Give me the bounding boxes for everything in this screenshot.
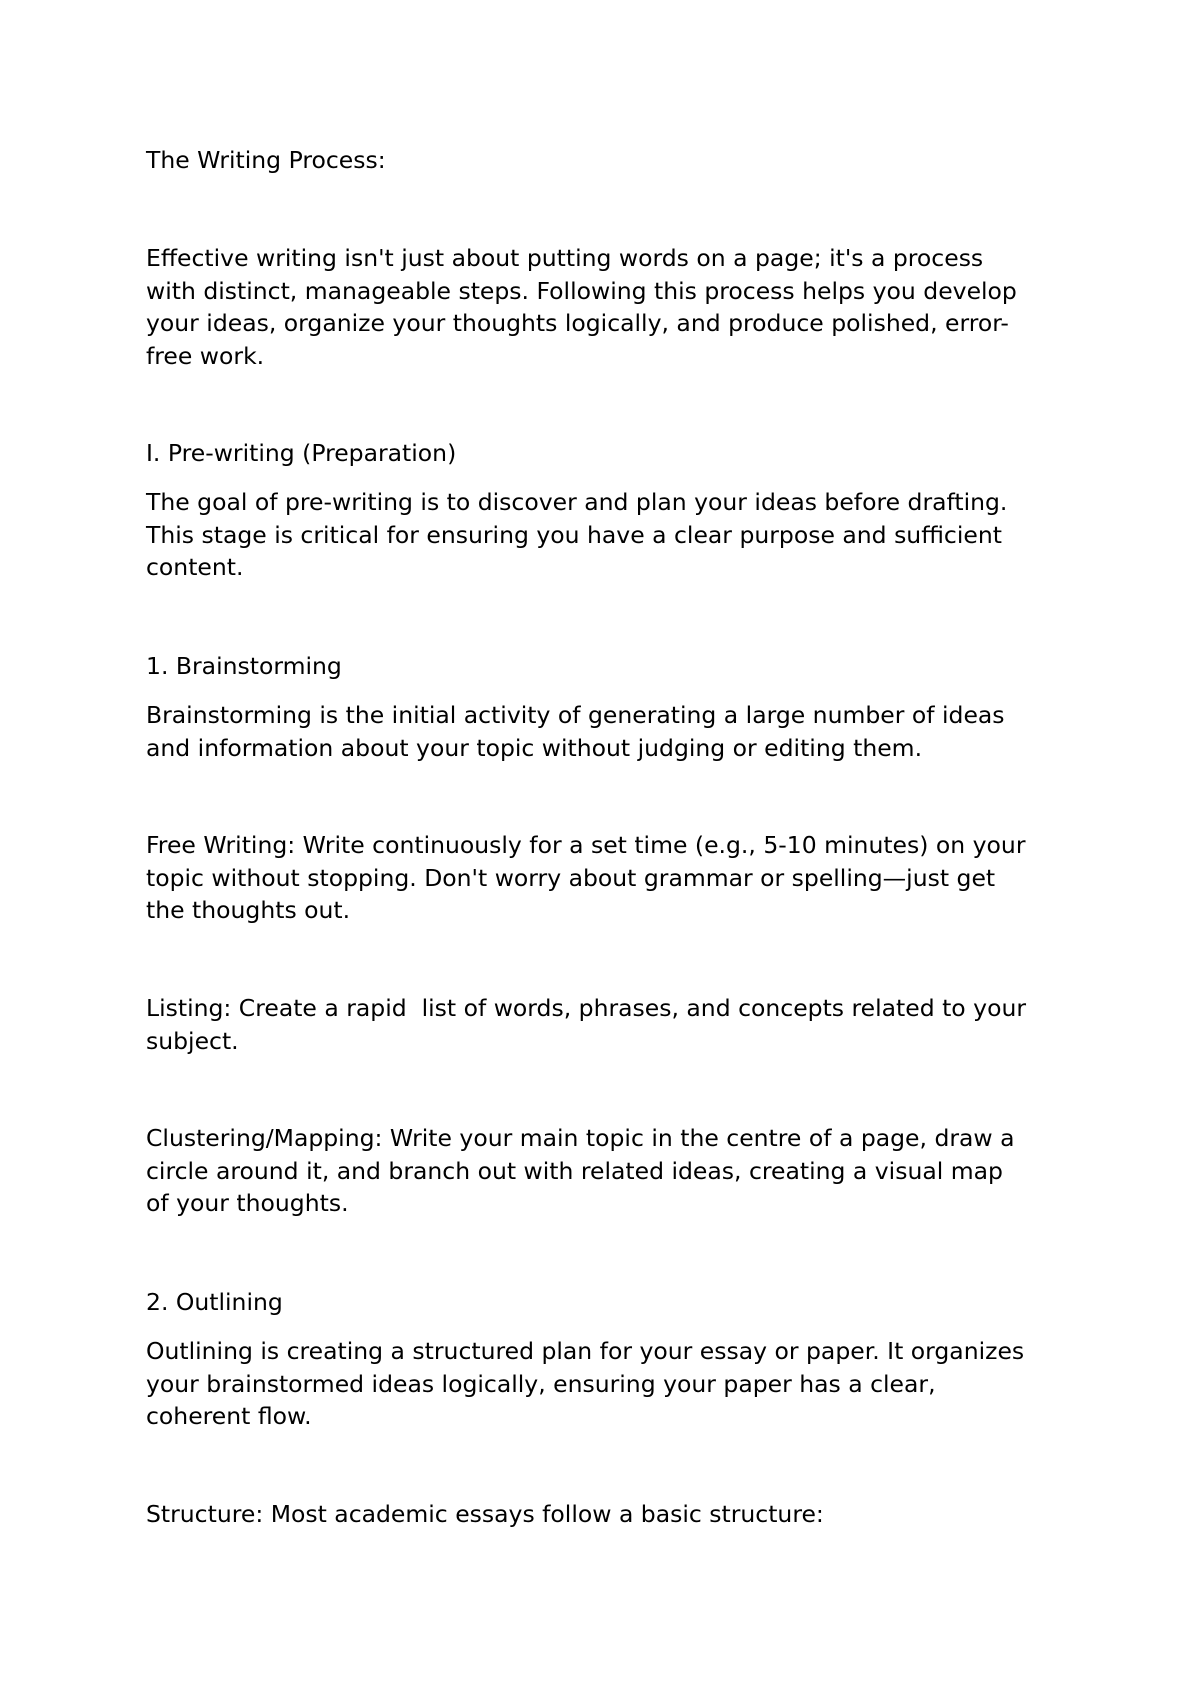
prewriting-line: The goal of pre-writing is to discover and plan your ideas before drafting. [146, 488, 1008, 516]
section-heading-text: I. Pre-writing (Preparation) [146, 439, 457, 467]
outlining-line: your brainstormed ideas logically, ensuring your paper has a clear, [146, 1369, 936, 1398]
subheading-text: 1. Brainstorming [146, 652, 342, 680]
document-title-text: The Writing Process: [146, 146, 386, 174]
brainstorming-paragraph [146, 699, 1086, 764]
prewriting-paragraph [146, 486, 1086, 584]
intro-line: your ideas, organize your thoughts logically, and produce polished, error- [146, 309, 1009, 337]
clustering-paragraph [146, 1122, 1086, 1220]
clustering-line: of your thoughts. [146, 1189, 349, 1217]
structure-line: Structure: Most academic essays follow a basic structure: [146, 1500, 824, 1528]
clustering-line: Clustering/Mapping: Write your main topic in the centre of a page, draw a [146, 1124, 1015, 1152]
subheading-outlining [146, 1286, 1086, 1319]
outlining-line: coherent flow. [146, 1402, 312, 1430]
subheading-brainstorming [146, 650, 1086, 683]
free-writing-paragraph [146, 829, 1086, 927]
document-title [146, 144, 1086, 177]
intro-line: free work. [146, 341, 265, 370]
free-writing-line: Free Writing: Write continuously for a set time (e.g., 5-10 minutes) on your [146, 831, 1026, 859]
clustering-line: circle around it, and branch out with related ideas, creating a visual map [146, 1156, 1003, 1185]
intro-line: with distinct, manageable steps. Following this process helps you develop [146, 276, 1017, 305]
subheading-text: 2. Outlining [146, 1288, 283, 1316]
structure-paragraph [146, 1498, 1086, 1531]
section-heading-prewriting [146, 437, 1086, 470]
brainstorming-line: Brainstorming is the initial activity of generating a large number of ideas [146, 701, 1005, 729]
free-writing-line: topic without stopping. Don't worry about grammar or spelling—just get [146, 863, 996, 892]
outlining-paragraph [146, 1335, 1086, 1433]
outlining-line: Outlining is creating a structured plan for your essay or paper. It organizes [146, 1337, 1025, 1365]
listing-line: Listing: Create a rapid list of words, phrases, and concepts related to your [146, 994, 1026, 1022]
listing-paragraph [146, 992, 1086, 1057]
free-writing-line: the thoughts out. [146, 896, 351, 924]
intro-paragraph [146, 242, 1086, 372]
listing-line: subject. [146, 1026, 239, 1055]
intro-line: Effective writing isn't just about putting words on a page; it's a process [146, 244, 984, 272]
brainstorming-line: and information about your topic without judging or editing them. [146, 733, 923, 762]
prewriting-line: This stage is critical for ensuring you have a clear purpose and sufficient [146, 520, 1002, 549]
prewriting-line: content. [146, 553, 244, 581]
